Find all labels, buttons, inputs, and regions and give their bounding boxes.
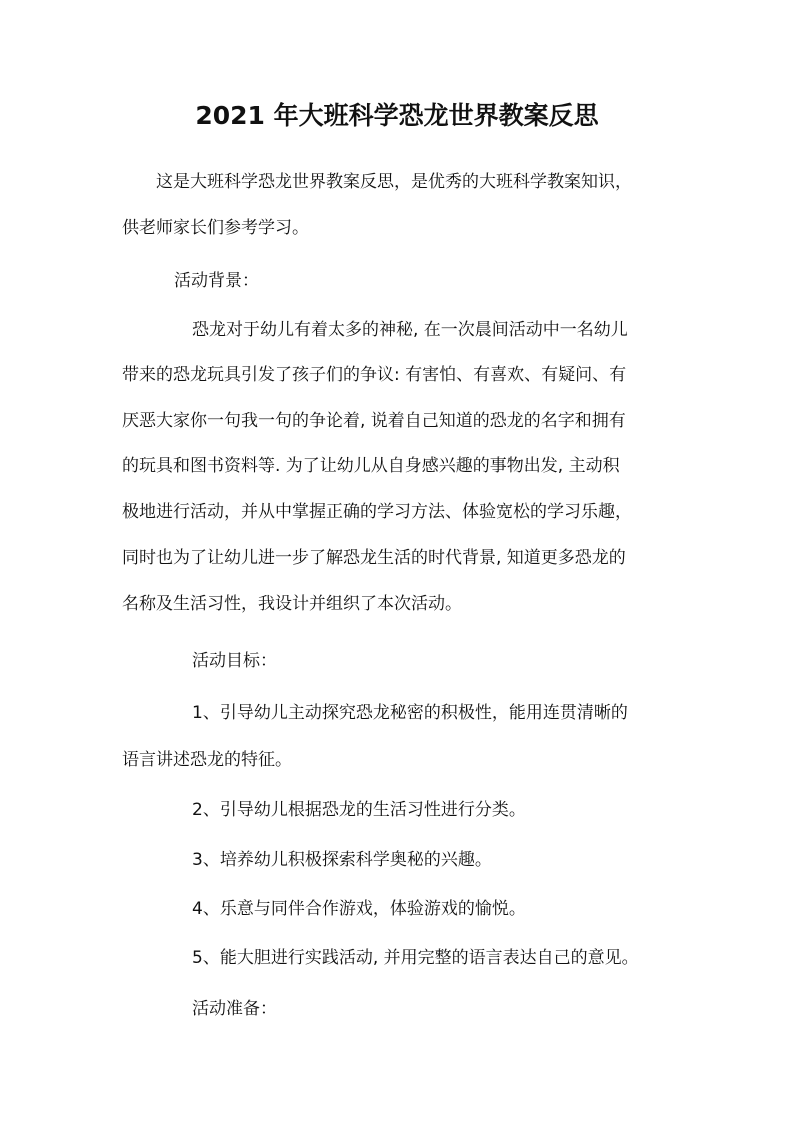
- goal-3: 3、培养幼儿积极探索科学奥秘的兴趣。: [192, 850, 492, 870]
- background-line-2: 带来的恐龙玩具引发了孩子们的争议: 有害怕、有喜欢、有疑问、有: [122, 365, 627, 385]
- background-line-6: 同时也为了让幼儿进一步了解恐龙生活的时代背景, 知道更多恐龙的: [122, 548, 626, 568]
- background-line-3: 厌恶大家你一句我一句的争论着, 说着自己知道的恐龙的名字和拥有: [122, 411, 626, 431]
- background-line-1: 恐龙对于幼儿有着太多的神秘, 在一次晨间活动中一名幼儿: [192, 320, 628, 340]
- background-line-5: 极地进行活动，并从中掌握正确的学习方法、体验宽松的学习乐趣，: [122, 502, 632, 522]
- goal-5: 5、能大胆进行实践活动, 并用完整的语言表达自己的意见。: [192, 948, 639, 968]
- background-heading: 活动背景：: [174, 271, 259, 291]
- intro-line-1: 这是大班科学恐龙世界教案反思，是优秀的大班科学教案知识，: [156, 172, 632, 192]
- background-line-4: 的玩具和图书资料等. 为了让幼儿从自身感兴趣的事物出发, 主动积: [122, 456, 620, 476]
- prep-heading: 活动准备：: [192, 999, 277, 1019]
- goal-2: 2、引导幼儿根据恐龙的生活习性进行分类。: [192, 800, 526, 820]
- intro-line-2: 供老师家长们参考学习。: [122, 218, 309, 238]
- document-title: 2021 年大班科学恐龙世界教案反思: [195, 101, 599, 130]
- goals-heading: 活动目标：: [192, 651, 277, 671]
- goal-4: 4、乐意与同伴合作游戏，体验游戏的愉悦。: [192, 899, 526, 919]
- goal-1-line-2: 语言讲述恐龙的特征。: [122, 750, 292, 770]
- goal-1-line-1: 1、引导幼儿主动探究恐龙秘密的积极性，能用连贯清晰的: [192, 703, 628, 723]
- background-line-7: 名称及生活习性，我设计并组织了本次活动。: [122, 594, 462, 614]
